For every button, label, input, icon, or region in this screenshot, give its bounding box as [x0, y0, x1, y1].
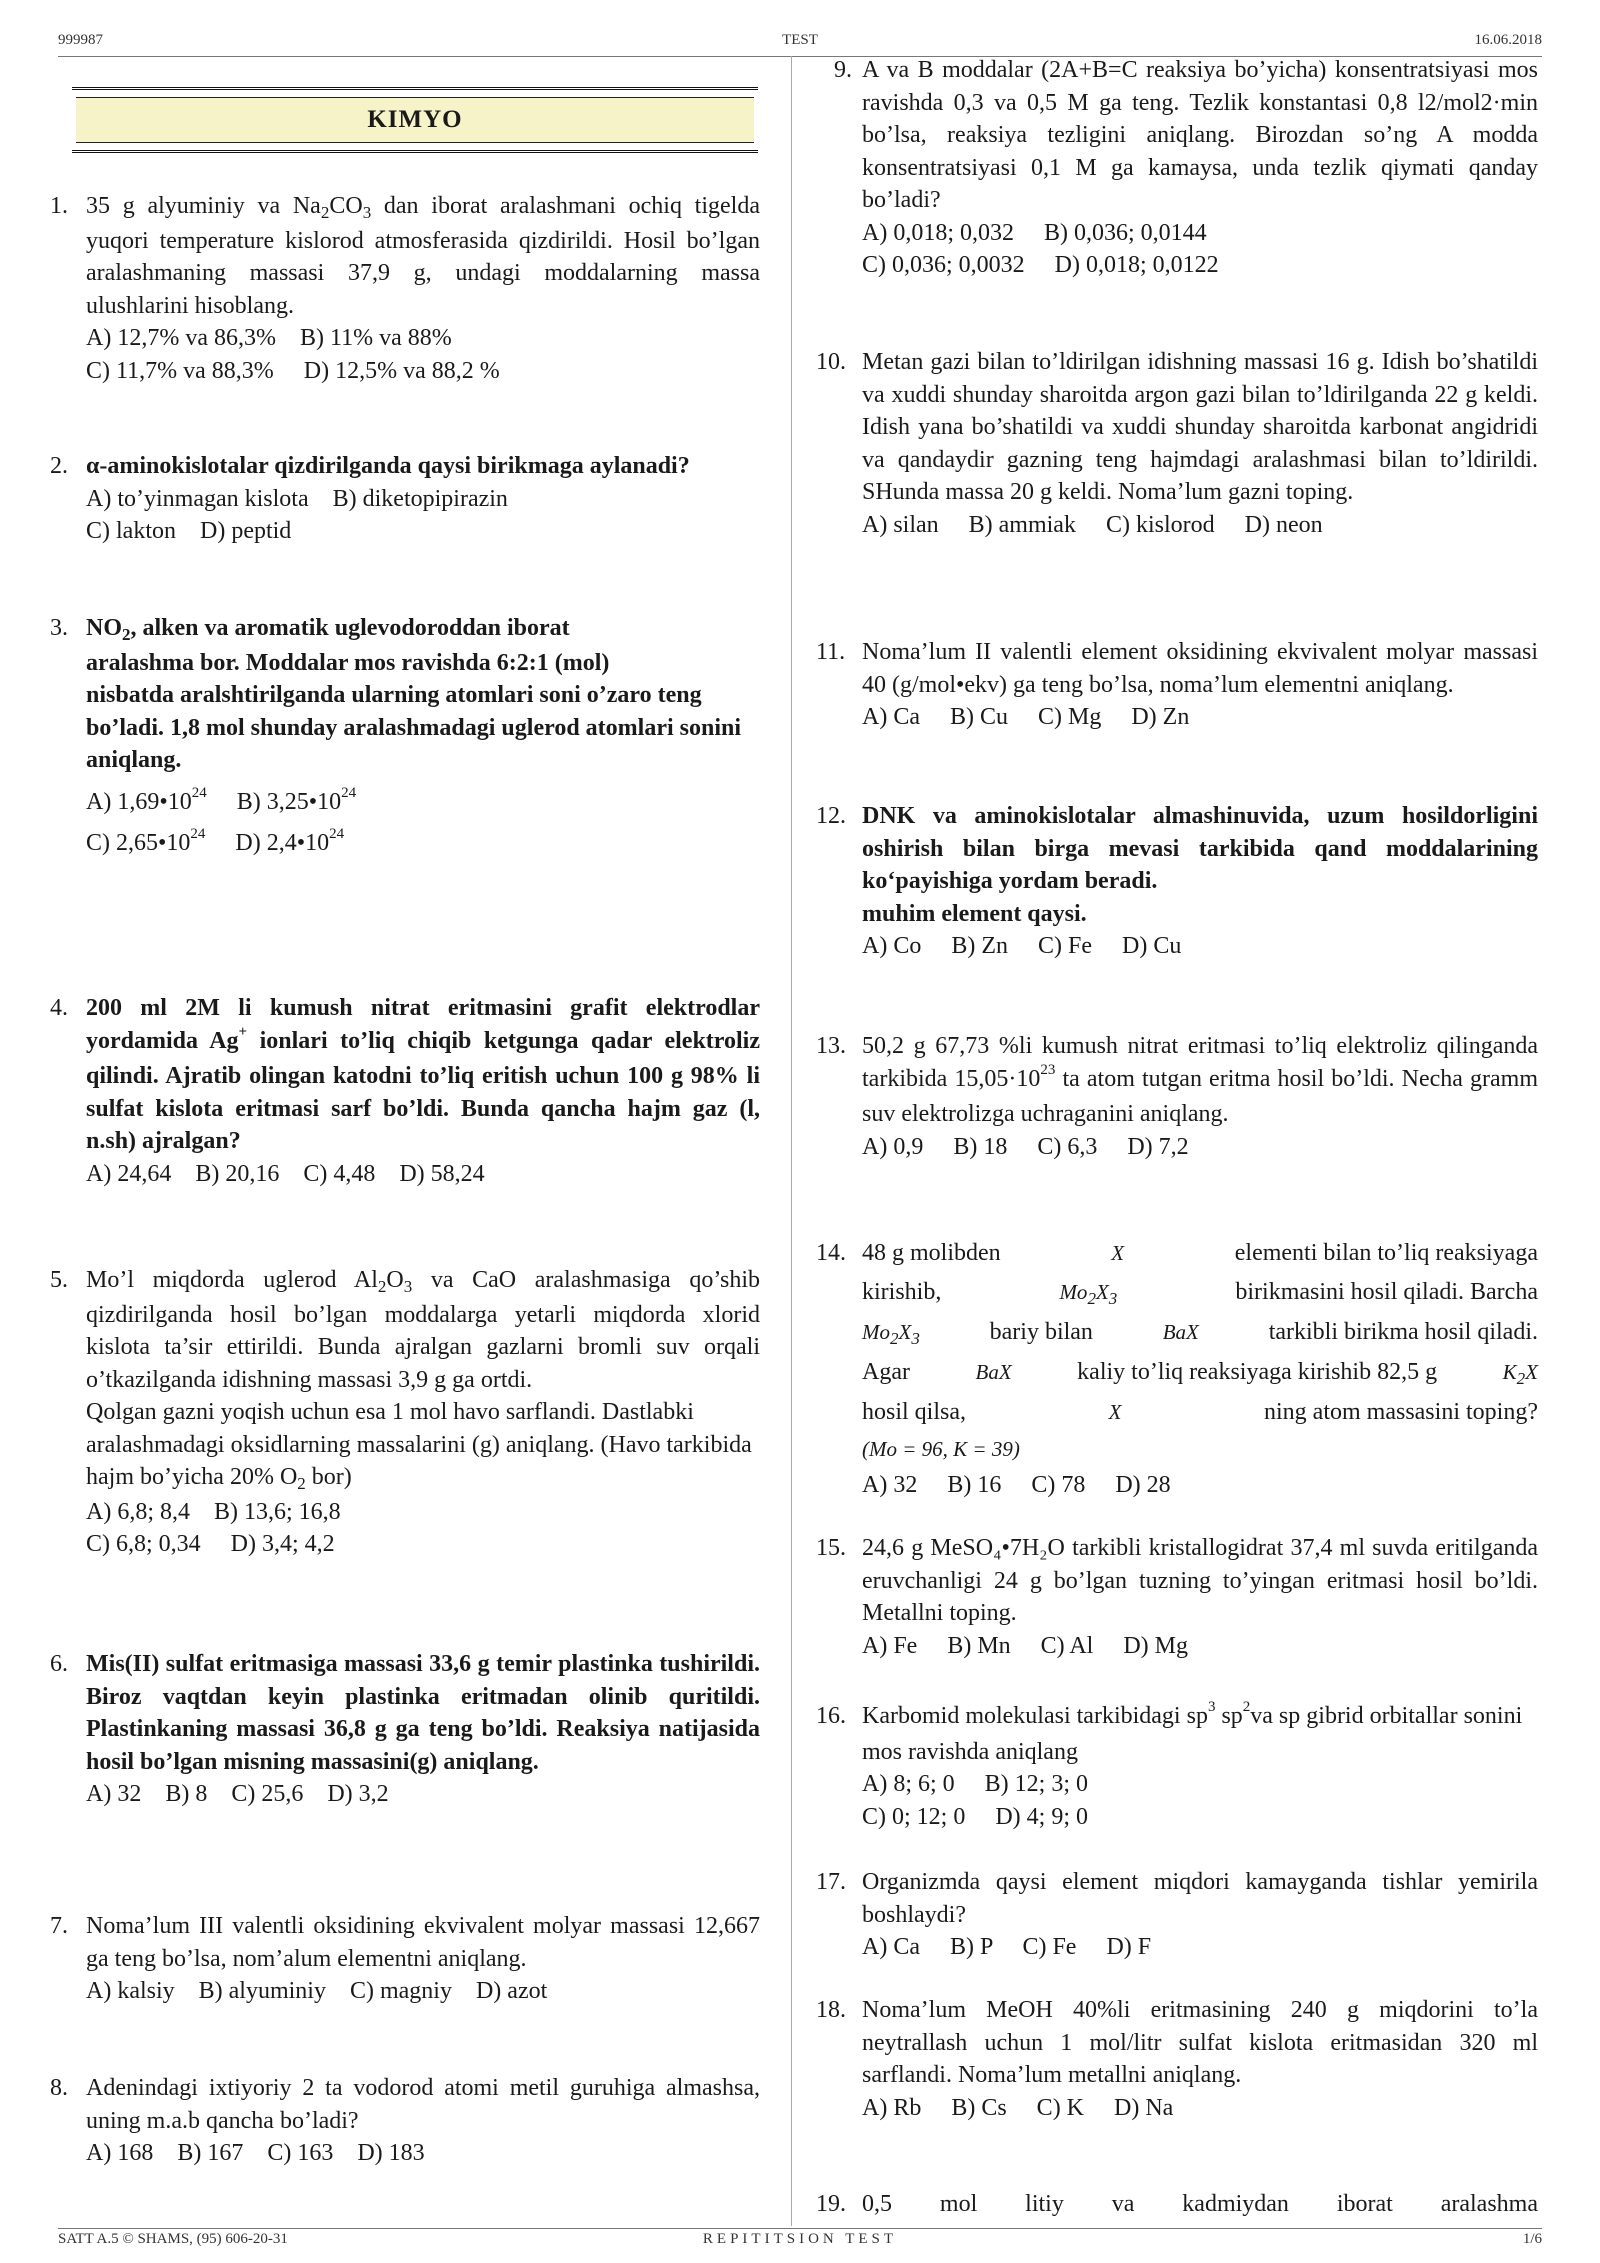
footer-title: REPITITSION TEST: [702, 2231, 898, 2247]
question-number: 7.: [50, 1913, 68, 1939]
question-stem-line: 48 g molibden X elementi bilan to’liq reaksiyaga: [862, 1234, 1538, 1273]
question-9: [816, 54, 1538, 282]
answer-options: A) Fe B) Mn C) Al D) Mg: [862, 1632, 1189, 1659]
question-number: 2.: [50, 453, 68, 479]
formula-x: X: [1111, 1241, 1125, 1265]
question-number: 16.: [816, 1703, 846, 1729]
answer-options: A) Rb B) Cs C) K D) Na: [862, 2094, 1174, 2121]
answer-options: C) lakton D) peptid: [86, 518, 292, 544]
answer-options: A) to’yinmagan kislota B) diketopipirazin: [86, 485, 508, 512]
question-stem-line: hosil qilsa, X ning atom massasini toping?: [862, 1393, 1538, 1432]
question-7: [50, 1910, 760, 2008]
question-19: [816, 2188, 1538, 2221]
answer-options: C) $2,65•10^{24}$ D) $2,4•10^{24}$: [86, 825, 345, 856]
answer-options: A) 24,64 B) 20,16 C) 4,48 D) 58,24: [86, 1160, 485, 1187]
question-17: [816, 1866, 1538, 1964]
question-stem: DNK va aminokislotalar almashinuvida, uzum hosildorligini oshirish bilan birga mevasi tarkibida qand moddalarining ko‘payishiga yordam beradi.: [862, 803, 1538, 894]
question-6: [50, 1648, 760, 1811]
question-number: 5.: [50, 1267, 68, 1293]
answer-options: A) 0,9 B) 18 C) 6,3 D) 7,2: [862, 1133, 1189, 1160]
question-15: [816, 1532, 1538, 1662]
answer-options: A) kalsiy B) alyuminiy C) magniy D) azot: [86, 1978, 548, 2004]
question-13: [816, 1030, 1538, 1163]
question-1: [50, 190, 760, 387]
question-2: [50, 450, 760, 548]
question-number: 12.: [816, 803, 846, 829]
question-stem: Noma’lum III valentli oksidining ekvivalent molyar massasi 12,667 ga teng bo’lsa, nom’alum elementni aniqlang.: [86, 1913, 760, 1972]
question-number: 10.: [816, 349, 846, 375]
footer-copyright: SATT A.5 © SHAMS, (95) 606-20-31: [58, 2231, 288, 2247]
question-number: 11.: [816, 639, 846, 665]
question-stem: 35 g alyuminiy va $Na_2CO_3$ dan iborat aralashmani ochiq tigelda yuqori temperature kislorod atmosferasida qizdirildi. Hosil bo’lgan aralashmaning massasi 37,9 g, undagi moddalarning massa ulushlarini hisoblang.: [86, 193, 760, 319]
answer-options: C) 6,8; 0,34 D) 3,4; 4,2: [86, 1531, 335, 1557]
question-14: [816, 1234, 1538, 1505]
question-number: 14.: [816, 1240, 846, 1266]
question-stem: α-aminokislotalar qizdirilganda qaysi birikmaga aylanadi?: [86, 453, 690, 479]
answer-options: A) 8; 6; 0 B) 12; 3; 0: [862, 1771, 1088, 1797]
question-3: [50, 612, 760, 865]
question-stem: Adenindagi ixtiyoriy 2 ta vodorod atomi metil guruhiga almashsa, uning m.a.b qancha bo’ladi?: [86, 2075, 760, 2134]
answer-options: A) Co B) Zn C) Fe D) Cu: [862, 933, 1182, 959]
question-stem-line: $Mo_2X_3$ bariy bilan BaX tarkibli birikma hosil qiladi.: [862, 1313, 1538, 1353]
question-16: [816, 1700, 1538, 1833]
question-10: [816, 346, 1538, 541]
question-stem: 200 ml 2M li kumush nitrat eritmasini grafit elektrodlar yordamida Ag+ ionlari to’liq chiqib ketgunga qadar elektroliz qilindi. Ajratib olingan katodni to’liq eritish uchun 100 g 98% li sulfat kislota eritmasi sarf bo’ldi. Bunda qancha hajm gaz (l, n.sh) ajralgan?: [86, 995, 760, 1154]
question-stem: Karbomid molekulasi tarkibidagi $sp^3$ $sp^2va$ sp gibrid orbitallar sonini mos ravishda aniqlang: [862, 1699, 1523, 1765]
header-date: 16.06.2018: [1474, 32, 1542, 48]
question-stem: Mis(II) sulfat eritmasiga massasi 33,6 g temir plastinka tushirildi. Biroz vaqtdan keyin plastinka eritmadan olinib quritildi. Plastinkaning massasi 36,8 g ga teng bo’ldi. Reaksiya natijasida hosil bo’lgan misning massasini(g) aniqlang.: [86, 1651, 760, 1775]
question-stem: Metan gazi bilan to’ldirilgan idishning massasi 16 g. Idish bo’shatildi va xuddi shunday sharoitda argon gazi bilan to’ldirilganda 22 g keldi. Idish yana bo’shatildi va xuddi shunday sharoitda karbonat angidridi va qandaydir gazning teng hajmdagi aralashmasi bilan to’ldirildi. SHunda massa 20 g keldi. Noma’lum gazni toping.: [862, 349, 1538, 505]
page-header: [58, 30, 1542, 57]
question-stem: $NO_2$, alken va aromatik uglevodoroddan iborat: [86, 615, 570, 644]
formula-mo2x3: $Mo_2X_3$: [1059, 1280, 1118, 1308]
question-number: 8.: [50, 2075, 68, 2101]
question-stem-line: Qolgan gazni yoqish uchun esa 1 mol havo sarflandi. Dastlabki aralashmadagi oksidlarning massalarini (g) aniqlang. (Havo tarkibida hajm bo’yicha 20% $O_2$ bor): [86, 1399, 752, 1493]
answer-options: A) $1,69•10^{24}$ B) $3,25•10^{24}$: [86, 784, 357, 815]
answer-options: C) 0,036; 0,0032 D) 0,018; 0,0122: [862, 252, 1219, 278]
question-stem: 24,6 g MeSO₄•7H₂O tarkibli kristallogidrat 37,4 ml suvda eritilganda eruvchanligi 24 g bo’lgan tuzning to’yingan eritmasi hosil bo’ldi. Metallni toping.: [862, 1535, 1538, 1626]
header-title: TEST: [782, 32, 818, 48]
question-stem-line: muhim element qaysi.: [862, 900, 1087, 927]
question-stem-line: nisbatda aralshtirilganda ularning atomlari soni o’zaro teng bo’ladi. 1,8 mol shunday aralashmadagi uglerod atomlari sonini aniqlang.: [86, 682, 742, 773]
subject-title: KIMYO: [76, 97, 754, 143]
question-stem-line: kirishib, $Mo_2X_3$ birikmasini hosil qiladi. Barcha: [862, 1273, 1538, 1313]
question-number: 18.: [816, 1997, 846, 2023]
footer-page-number: 1/6: [1522, 2231, 1542, 2247]
answer-options: A) 0,018; 0,032 B) 0,036; 0,0144: [862, 219, 1207, 246]
question-stem: A va B moddalar (2A+B=C reaksiya bo’yicha) konsentratsiyasi mos ravishda 0,3 va 0,5 M ga teng. Tezlik konstantasi 0,8 l2/mol2·min bo’lsa, reaksiya tezligini aniqlang. Birozdan so’ng A modda konsentratsiyasi 0,1 M ga kamaysa, unda tezlik qiymati qanday bo’ladi?: [862, 57, 1538, 213]
given-values: (Mo = 96, K = 39): [862, 1437, 1020, 1461]
column-divider: [791, 56, 792, 2226]
question-18: [816, 1994, 1538, 2124]
answer-options: A) 32 B) 8 C) 25,6 D) 3,2: [86, 1781, 389, 1807]
question-stem: Noma’lum MeOH 40%li eritmasining 240 g miqdorini to’la neytrallash uchun 1 mol/litr sulfat kislota eritmasidan 320 ml sarflandi. Noma’lum metallni aniqlang.: [862, 1997, 1538, 2088]
question-stem: 50,2 g 67,73 %li kumush nitrat eritmasi to’liq elektroliz qilinganda tarkibida $15,05\cdot 10^{23}$ ta atom tutgan eritma hosil bo’ldi. Necha gramm suv elektrolizga uchraganini aniqlang.: [862, 1033, 1538, 1127]
subject-title-box: [72, 87, 758, 153]
answer-options: A) 168 B) 167 C) 163 D) 183: [86, 2140, 425, 2166]
question-number: 1.: [50, 193, 68, 219]
answer-options: C) 0; 12; 0 D) 4; 9; 0: [862, 1803, 1088, 1830]
answer-options: A) Ca B) P C) Fe D) F: [862, 1934, 1152, 1960]
question-number: 6.: [50, 1651, 68, 1677]
question-number: 15.: [816, 1535, 846, 1561]
formula-bax: BaX: [975, 1360, 1012, 1384]
question-4: [50, 992, 760, 1190]
question-stem-line: Agar BaX kaliy to’liq reaksiyaga kirishib 82,5 g $K_2X$: [862, 1353, 1538, 1393]
question-stem: Noma’lum II valentli element oksidining ekvivalent molyar massasi 40 (g/mol•ekv) ga teng bo’lsa, noma’lum elementni aniqlang.: [862, 639, 1538, 698]
question-11: [816, 636, 1538, 734]
question-number: 3.: [50, 615, 68, 641]
question-stem: Organizmda qaysi element miqdori kamayganda tishlar yemirila boshlaydi?: [862, 1869, 1538, 1928]
header-id: 999987: [58, 32, 103, 48]
question-stem: Mo’l miqdorda uglerod $Al_2O_3$ va CaO aralashmasiga qo’shib qizdirilganda hosil bo’lgan moddalarga yetarli miqdorda xlorid kislota ta’sir ettirildi. Bunda ajralgan gazlarni bromli suv orqali o’tkazilganda idishning massasi 3,9 g ga ortdi.: [86, 1267, 761, 1393]
question-stem-line: aralashma bor. Moddalar mos ravishda 6:2:1 (mol): [86, 649, 610, 676]
answer-options: A) 6,8; 8,4 B) 13,6; 16,8: [86, 1498, 341, 1525]
answer-options: A) 12,7% va 86,3% B) 11% va 88%: [86, 325, 452, 351]
question-8: [50, 2072, 760, 2170]
page-footer: [58, 2228, 1542, 2257]
question-number: 19.: [816, 2191, 846, 2217]
question-stem: 0,5 mol litiy va kadmiydan iborat aralashma: [862, 2191, 1538, 2217]
formula-bax: BaX: [1162, 1320, 1199, 1344]
question-number: 17.: [816, 1869, 846, 1895]
formula-mo2x3: $Mo_2X_3$: [862, 1320, 920, 1348]
question-5: [50, 1264, 760, 1561]
question-12: [816, 800, 1538, 963]
formula-x: X: [1108, 1400, 1122, 1424]
question-number: 13.: [816, 1033, 846, 1059]
answer-options: A) silan B) ammiak C) kislorod D) neon: [862, 511, 1323, 538]
answer-options: A) 32 B) 16 C) 78 D) 28: [862, 1472, 1171, 1498]
formula-k2x: $K_2X$: [1502, 1360, 1538, 1388]
question-number: 4.: [50, 995, 68, 1021]
answer-options: C) 11,7% va 88,3% D) 12,5% va 88,2 %: [86, 357, 500, 384]
question-number: 9.: [834, 57, 852, 83]
answer-options: A) Ca B) Cu C) Mg D) Zn: [862, 704, 1190, 730]
